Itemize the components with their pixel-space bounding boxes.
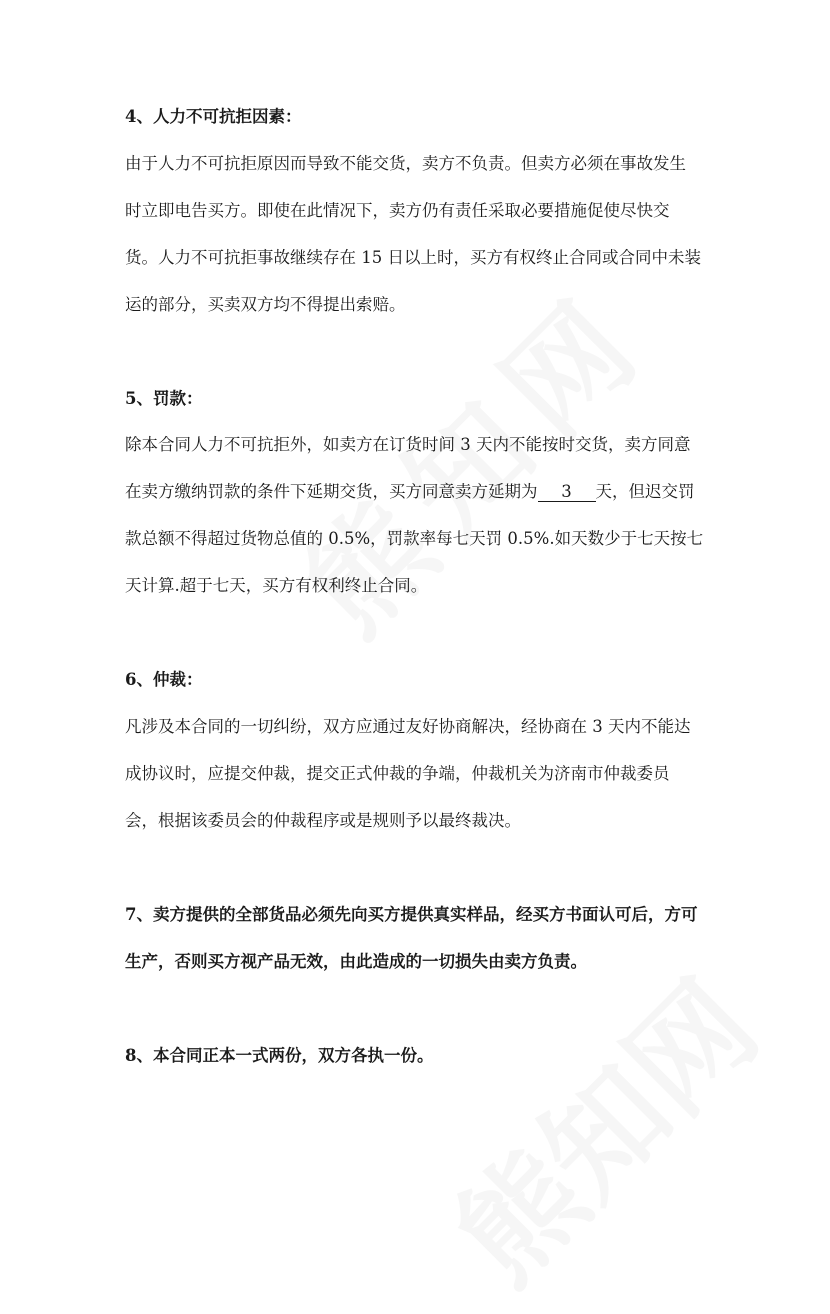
section-6-line-2: 成协议时，应提交仲裁，提交正式仲裁的争端，仲裁机关为济南市仲裁委员 xyxy=(125,764,670,783)
section-7-line-1: 7、卖方提供的全部货品必须先向买方提供真实样品，经买方书面认可后，方可 xyxy=(125,905,698,924)
section-6-heading: 6、仲裁： xyxy=(125,670,203,689)
section-5-line-2 xyxy=(125,481,695,503)
section-4-line-4: 运的部分，买卖双方均不得提出索赔。 xyxy=(125,295,406,314)
section-6-line-1: 凡涉及本合同的一切纠纷，双方应通过友好协商解决，经协商在 3 天内不能达 xyxy=(125,717,691,736)
section-4-line-1: 由于人力不可抗拒原因而导致不能交货，卖方不负责。但卖方必须在事故发生 xyxy=(125,154,686,173)
section-6-line-3: 会，根据该委员会的仲裁程序或是规则予以最终裁决。 xyxy=(125,811,521,830)
section-7-line-2: 生产，否则买方视产品无效，由此造成的一切损失由卖方负责。 xyxy=(125,952,587,971)
section-4-heading: 4、人力不可抗拒因素： xyxy=(125,107,302,126)
extension-days-value: 3 xyxy=(538,483,596,502)
section-5-line-2-after: 天，但迟交罚 xyxy=(595,482,695,501)
watermark-lower xyxy=(412,938,788,1314)
section-5-line-1: 除本合同人力不可抗拒外，如卖方在订货时间 3 天内不能按时交货，卖方同意 xyxy=(125,435,691,454)
section-5-line-2-before: 在卖方缴纳罚款的条件下延期交货，买方同意卖方延期为 xyxy=(125,482,538,501)
section-8-text: 8、本合同正本一式两份，双方各执一份。 xyxy=(125,1046,434,1065)
section-4-line-3: 货。人力不可抗拒事故继续存在 15 日以上时，买方有权终止合同或合同中未装 xyxy=(125,248,701,267)
section-5-heading: 5、罚款： xyxy=(125,389,203,408)
section-5-line-4: 天计算.超于七天，买方有权利终止合同。 xyxy=(125,576,428,595)
section-4-line-2: 时立即电告买方。即使在此情况下，卖方仍有责任采取必要措施促使尽快交 xyxy=(125,201,670,220)
section-5-line-3: 款总额不得超过货物总值的 0.5%，罚款率每七天罚 0.5%.如天数少于七天按七 xyxy=(125,529,704,548)
